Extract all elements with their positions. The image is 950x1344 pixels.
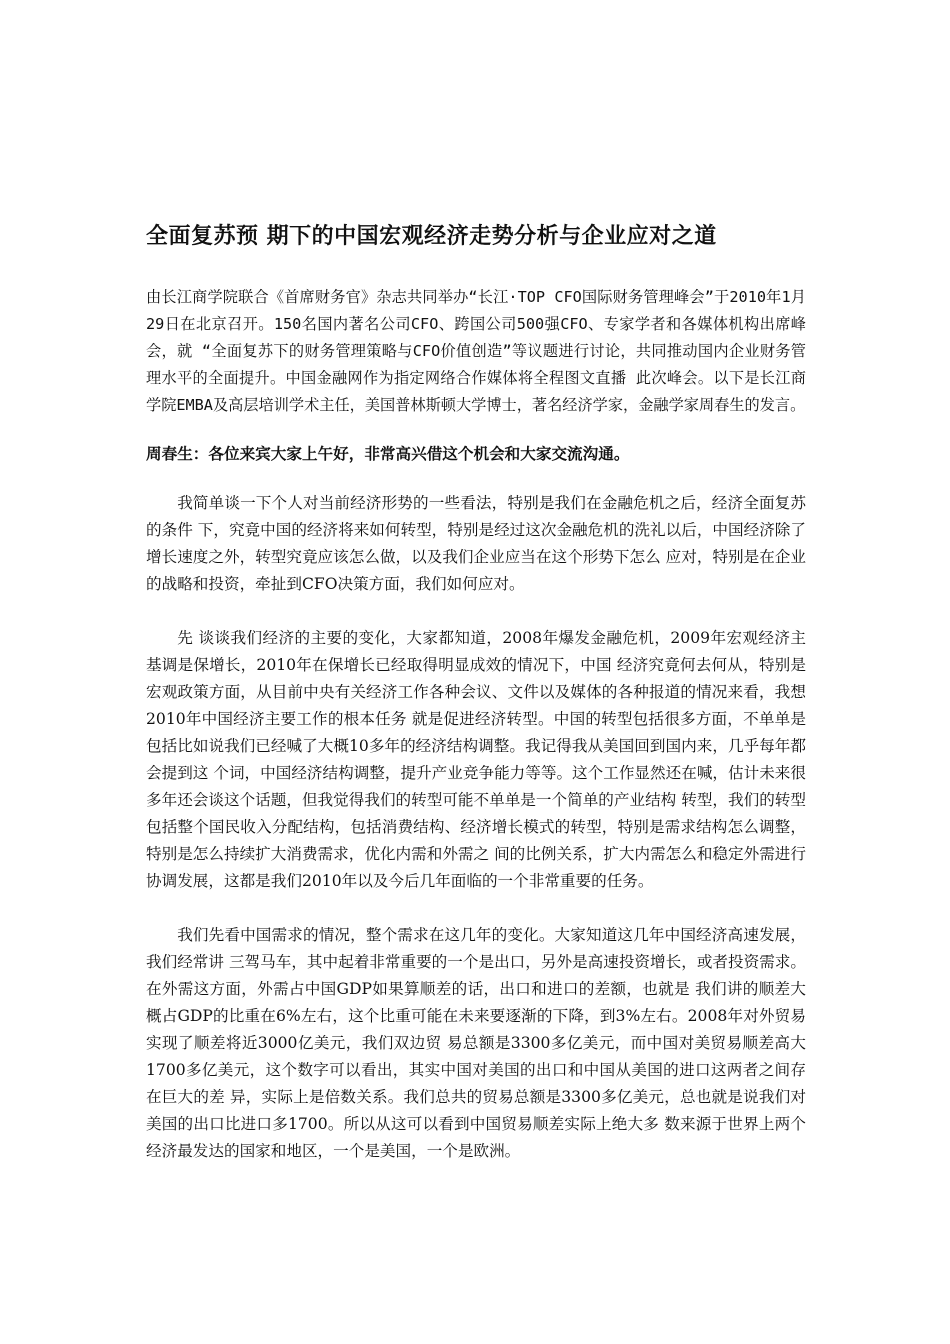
speaker-line: 周春生：各位来宾大家上午好，非常高兴借这个机会和大家交流沟通。 <box>146 445 630 463</box>
body-paragraph: 先 谈谈我们经济的主要的变化，大家都知道，2008年爆发金融危机，2009年宏观经济主基调是保增长，2010年在保增长已经取得明显成效的情况下，中国 经济究竟何去何从，特别是宏观政策方面，从目前中央有关经济工作各种会议、文件以及媒体的各种报道的情况来看，我想2010年中国经济主要工作的根本任务 就是促进经济转型。中国的转型包括很多方面，不单单是包括比如说我们已经喊了大概10多年的经济结构调整。我记得我从美国回到国内来，几乎每年都会提到这 个词，中国经济结构调整，提升产业竞争能力等等。这个工作显然还在喊，估计未来很多年还会谈这个话题，但我觉得我们的转型可能不单单是一个简单的产业结构 转型，我们的转型包括整个国民收入分配结构，包括消费结构、经济增长模式的转型，特别是需求结构怎么调整，特别是怎么持续扩大消费需求，优化内需和外需之 间的比例关系，扩大内需怎么和稳定外需进行协调发展，这都是我们2010年以及今后几年面临的一个非常重要的任务。 <box>146 629 806 890</box>
document-page <box>146 222 806 1192</box>
document-title: 全面复苏预 期下的中国宏观经济走势分析与企业应对之道 <box>146 224 717 249</box>
intro-paragraph: 由长江商学院联合《首席财务官》杂志共同举办“长江·TOP CFO国际财务管理峰会”于2010年1月29日在北京召开。150名国内著名公司CFO、跨国公司500强CFO、专家学者和各媒体机构出席峰会，就 “全面复苏下的财务管理策略与CFO价值创造”等议题进行讨论，共同推动国内企业财务管理水平的全面提升。中国金融网作为指定网络合作媒体将全程图文直播 此次峰会。以下是长江商学院EMBA及高层培训学术主任，美国普林斯顿大学博士，著名经济学家，金融学家周春生的发言。 <box>146 288 806 414</box>
body-paragraph: 我简单谈一下个人对当前经济形势的一些看法，特别是我们在金融危机之后，经济全面复苏的条件 下，究竟中国的经济将来如何转型，特别是经过这次金融危机的洗礼以后，中国经济除了增长速度之外，转型究竟应该怎么做，以及我们企业应当在这个形势下怎么 应对，特别是在企业的战略和投资，牵扯到CFO决策方面，我们如何应对。 <box>146 494 806 593</box>
body-paragraph: 我们先看中国需求的情况，整个需求在这几年的变化。大家知道这几年中国经济高速发展，我们经常讲 三驾马车，其中起着非常重要的一个是出口，另外是高速投资增长，或者投资需求。在外需这方面，外需占中国GDP如果算顺差的话，出口和进口的差额，也就是 我们讲的顺差大概占GDP的比重在6%左右，这个比重可能在未来要逐渐的下降，到3%左右。2008年对外贸易实现了顺差将近3000亿美元，我们双边贸 易总额是3300多亿美元，而中国对美贸易顺差高大1700多亿美元，这个数字可以看出，其实中国对美国的出口和中国从美国的进口这两者之间存在巨大的差 异，实际上是倍数关系。我们总共的贸易总额是3300多亿美元，总也就是说我们对美国的出口比进口多1700。所以从这可以看到中国贸易顺差实际上绝大多 数来源于世界上两个经济最发达的国家和地区，一个是美国，一个是欧洲。 <box>146 926 806 1160</box>
